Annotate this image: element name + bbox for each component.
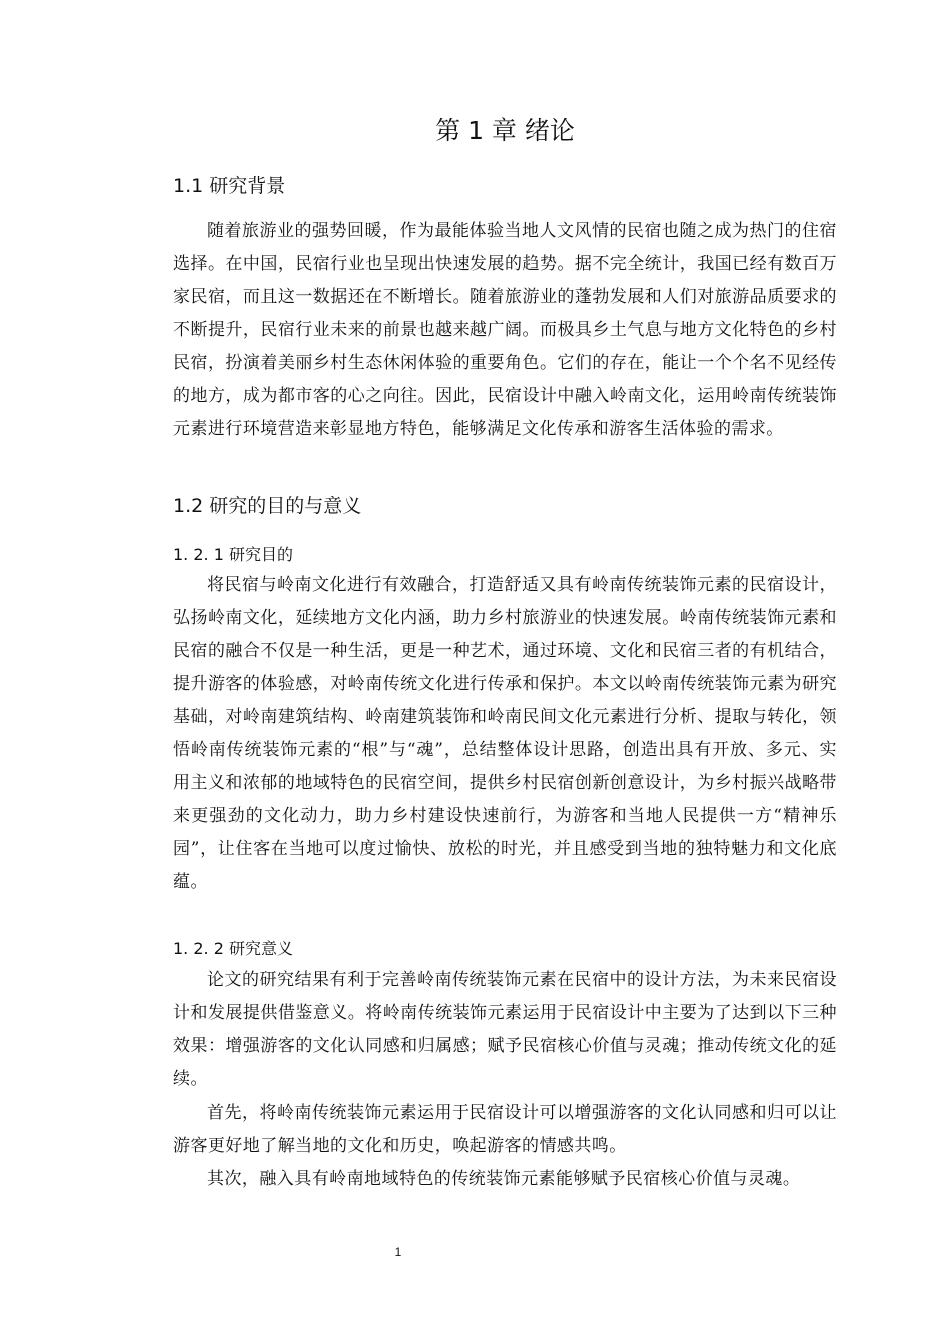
document-page: [173, 0, 837, 1344]
section-heading-1-1: 1.1 研究背景: [173, 175, 286, 197]
page-number: 1: [394, 1245, 402, 1259]
chapter-title: 第 1 章 绪论: [435, 116, 575, 145]
section-heading-1-2: 1.2 研究的目的与意义: [173, 495, 362, 517]
subsection-heading-1-2-2: 1. 2. 2 研究意义: [173, 939, 293, 958]
subsection-heading-1-2-1: 1. 2. 1 研究目的: [173, 545, 293, 564]
paragraph-significance-first: 首先，将岭南传统装饰元素运用于民宿设计可以增强游客的文化认同感和归可以让游客更好地了解当地的文化和历史，唤起游客的情感共鸣。: [173, 1103, 837, 1156]
paragraph-significance-intro: 论文的研究结果有利于完善岭南传统装饰元素在民宿中的设计方法，为未来民宿设计和发展提供借鉴意义。将岭南传统装饰元素运用于民宿设计中主要为了达到以下三种效果：增强游客的文化认同感和归属感；赋予民宿核心价值与灵魂；推动传统文化的延续。: [173, 970, 837, 1089]
paragraph-research-purpose: 将民宿与岭南文化进行有效融合，打造舒适又具有岭南传统装饰元素的民宿设计，弘扬岭南文化，延续地方文化内涵，助力乡村旅游业的快速发展。岭南传统装饰元素和民宿的融合不仅是一种生活，更是一种艺术，通过环境、文化和民宿三者的有机结合，提升游客的体验感，对岭南传统文化进行传承和保护。本文以岭南传统装饰元素为研究基础，对岭南建筑结构、岭南建筑装饰和岭南民间文化元素进行分析、提取与转化，领悟岭南传统装饰元素的“根”与“魂”，总结整体设计思路，创造出具有开放、多元、实用主义和浓郁的地域特色的民宿空间，提供乡村民宿创新创意设计，为乡村振兴战略带来更强劲的文化动力，助力乡村建设快速前行，为游客和当地人民提供一方“精神乐园”，让住客在当地可以度过愉快、放松的时光，并且感受到当地的独特魅力和文化底蕴。: [173, 575, 837, 892]
paragraph-research-background: 随着旅游业的强势回暖，作为最能体验当地人文风情的民宿也随之成为热门的住宿选择。在中国，民宿行业也呈现出快速发展的趋势。据不完全统计，我国已经有数百万家民宿，而且这一数据还在不断增长。随着旅游业的蓬勃发展和人们对旅游品质要求的不断提升，民宿行业未来的前景也越来越广阔。而极具乡土气息与地方文化特色的乡村民宿，扮演着美丽乡村生态休闲体验的重要角色。它们的存在，能让一个个名不见经传的地方，成为都市客的心之向往。因此，民宿设计中融入岭南文化，运用岭南传统装饰元素进行环境营造来彰显地方特色，能够满足文化传承和游客生活体验的需求。: [173, 221, 837, 439]
paragraph-significance-second: 其次，融入具有岭南地域特色的传统装饰元素能够赋予民宿核心价值与灵魂。: [207, 1169, 801, 1189]
